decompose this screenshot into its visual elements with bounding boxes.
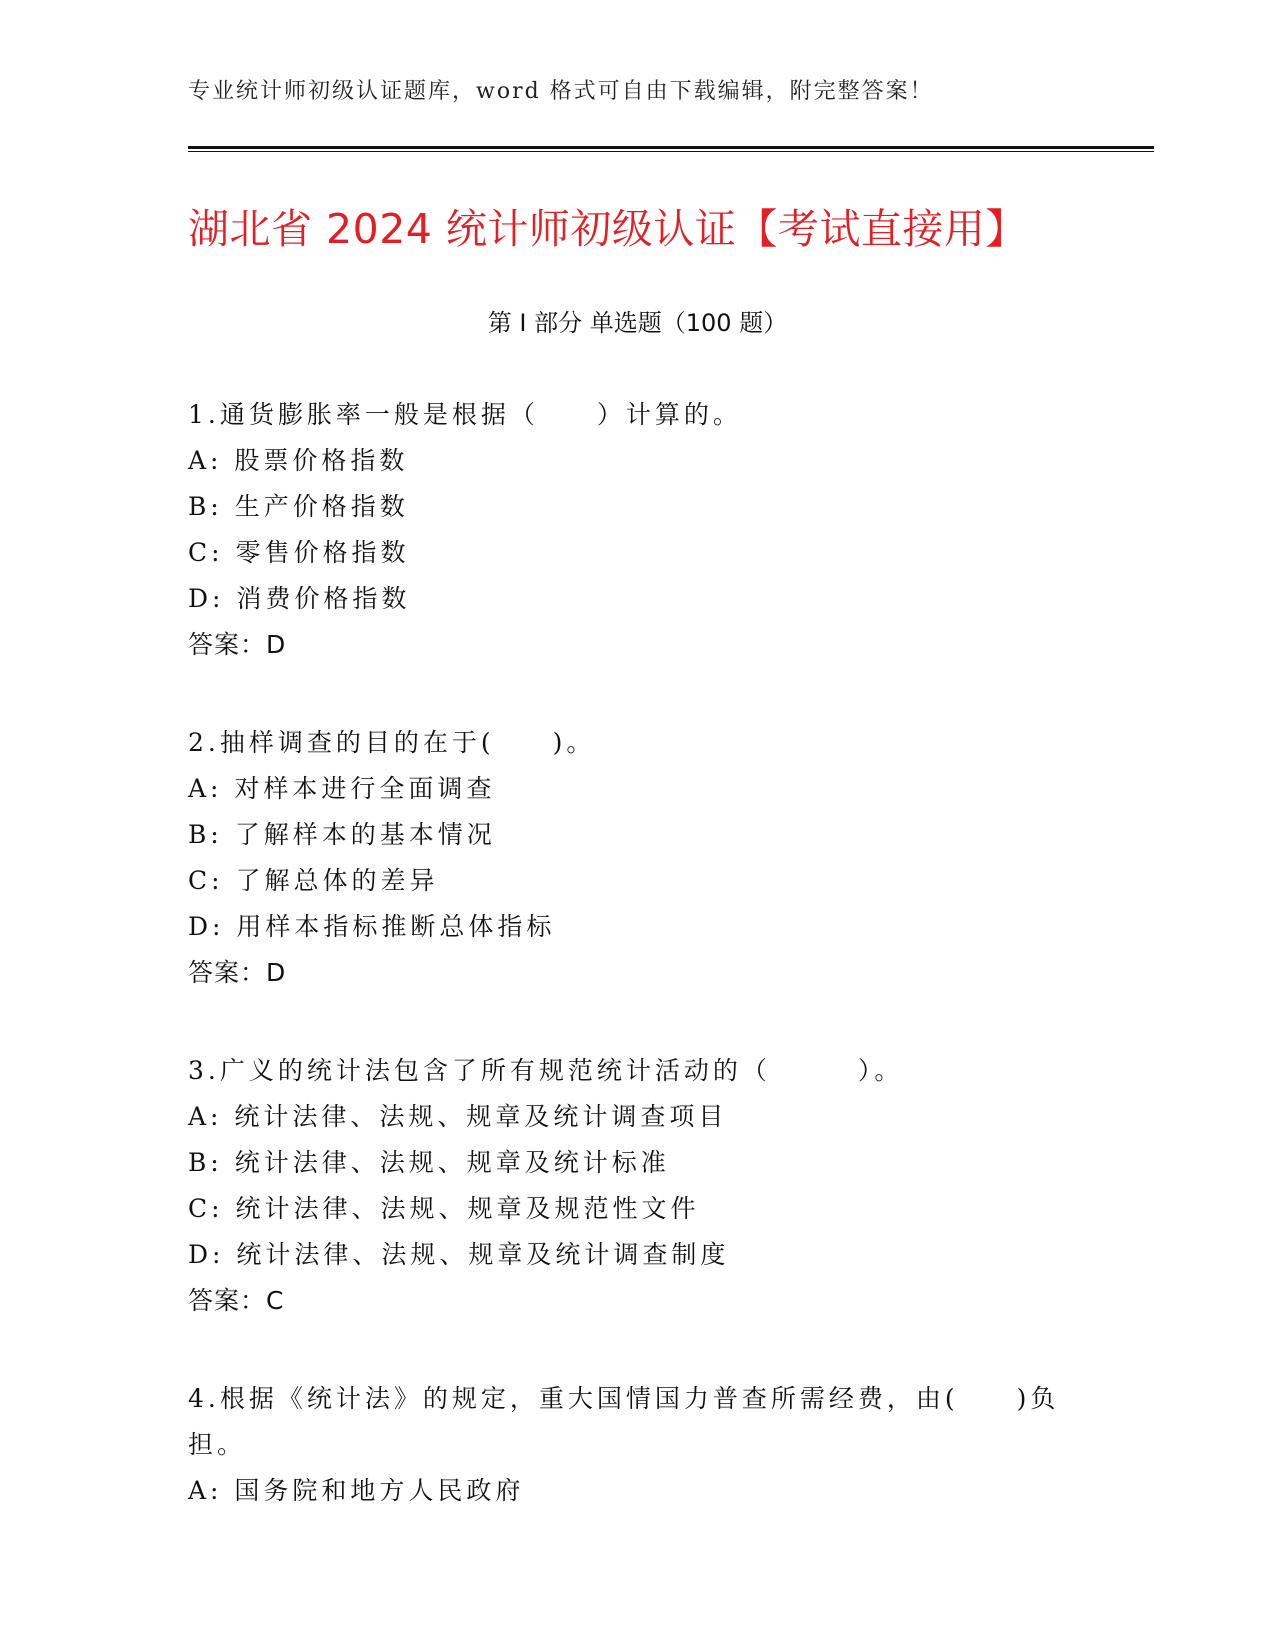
question-stem: 3.广义的统计法包含了所有规范统计活动的（ ）。	[188, 1056, 904, 1085]
option-c: C: 了解总体的差异	[188, 866, 439, 895]
header-rule-thin	[188, 151, 1154, 152]
question-4	[188, 1376, 1088, 1514]
option-a: A: 股票价格指数	[188, 446, 409, 475]
document-title: 湖北省 2024 统计师初级认证【考试直接用】	[188, 205, 1027, 253]
header-rule-thick	[188, 146, 1154, 149]
question-3	[188, 1048, 1088, 1324]
header-note: 专业统计师初级认证题库，word 格式可自由下载编辑，附完整答案！	[188, 79, 934, 104]
question-stem: 1.通货膨胀率一般是根据（ ）计算的。	[188, 400, 742, 429]
section-title: 第 I 部分 单选题（100 题）	[487, 309, 788, 337]
option-c: C: 统计法律、法规、规章及规范性文件	[188, 1194, 700, 1223]
option-b: B: 统计法律、法规、规章及统计标准	[188, 1148, 670, 1177]
option-b: B: 了解样本的基本情况	[188, 820, 496, 849]
option-a: A: 对样本进行全面调查	[188, 774, 496, 803]
option-d: D: 用样本指标推断总体指标	[188, 912, 556, 941]
option-a: A: 统计法律、法规、规章及统计调查项目	[188, 1102, 728, 1131]
answer: 答案：D	[188, 630, 287, 659]
option-d: D: 统计法律、法规、规章及统计调查制度	[188, 1240, 730, 1269]
question-1	[188, 392, 1088, 668]
answer: 答案：C	[188, 1286, 285, 1315]
question-list	[188, 392, 1088, 1566]
question-2	[188, 720, 1088, 996]
option-a: A: 国务院和地方人民政府	[188, 1476, 525, 1505]
answer: 答案：D	[188, 958, 287, 987]
option-d: D: 消费价格指数	[188, 584, 411, 613]
option-c: C: 零售价格指数	[188, 538, 410, 567]
question-stem: 4.根据《统计法》的规定，重大国情国力普查所需经费，由( )负担。	[188, 1384, 1060, 1459]
question-stem: 2.抽样调查的目的在于( )。	[188, 728, 596, 757]
option-b: B: 生产价格指数	[188, 492, 409, 521]
